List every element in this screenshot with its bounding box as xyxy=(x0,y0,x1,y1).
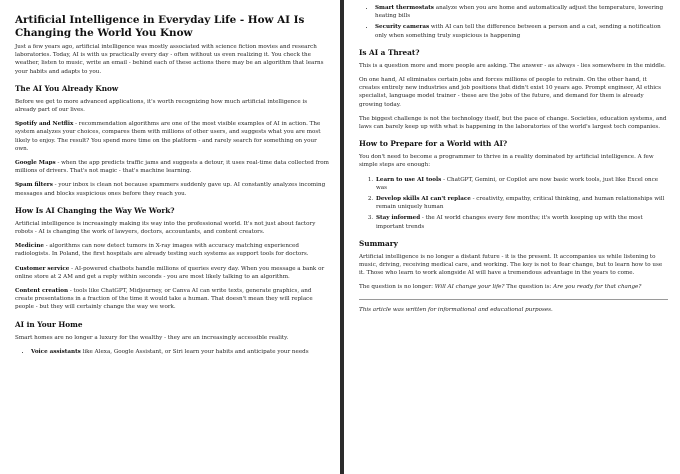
list-item xyxy=(375,214,668,230)
list-item xyxy=(375,176,668,192)
item-text: with AI can tell the difference between a person and a cat, sending a notification only when something truly suspicious is happening xyxy=(375,24,661,39)
right-page xyxy=(344,0,680,474)
footer-note: This article was written for informational and educational purposes. xyxy=(359,306,553,313)
divider xyxy=(359,299,668,300)
definition-paragraph xyxy=(15,159,329,175)
text-segment: The question is: xyxy=(504,284,554,291)
list-item xyxy=(375,23,668,39)
item-text: analyze when you are home and automatically adjust the temperature, lowering heating bills xyxy=(375,5,664,20)
paragraph: Artificial intelligence is increasingly making its way into the professional world. It's not just about factory robots - AI is changing the work of lawyers, doctors, accountants, and content creators. xyxy=(15,220,316,236)
bullet-list xyxy=(359,4,668,40)
text-segment: The question is no longer: xyxy=(359,284,435,291)
paragraph: Artificial intelligence is no longer a distant future - it is the present. It accompanies us while listening to music, driving, receiving medical care, and working. The key is not to fear change, but to learn how to use it. Those who learn to work alongside AI will have a tremendous advantage in the years to come. xyxy=(359,253,663,277)
item-text: - the AI world changes every few months; it's worth keeping up with the most important trends xyxy=(376,215,643,230)
paragraph: On one hand, AI eliminates certain jobs and forces millions of people to retrain. On the other hand, it creates entirely new industries and job positions that didn't exist 10 years ago. Prompt engineer, AI ethics specialist, language model trainer - these are the jobs of the future, and demand for them is already growing today. xyxy=(359,77,661,108)
definition-paragraph xyxy=(15,265,329,281)
term: Customer service xyxy=(15,265,70,272)
definition-text: - recommendation algorithms are one of the most visible examples of AI in action. The system analyzes your choices, compares them with millions of other users, and suggests what you are most likely to enjoy. The result? You spend more time on the platform - and rarely search for something on your own. xyxy=(15,121,321,152)
term: Spotify and Netflix xyxy=(15,121,74,128)
section-heading-work: How Is AI Changing the Way We Work? xyxy=(15,205,175,215)
term: Learn to use AI tools xyxy=(376,176,442,183)
question-one: Will AI change your life? xyxy=(434,284,505,291)
definition-text: - algorithms can now detect tumors in X-ray images with accuracy matching experienced radiologists. In Poland, the first hospitals are already testing such systems as support tools for doctors. xyxy=(15,243,309,258)
bullet-list xyxy=(15,348,329,356)
article-title: Artificial Intelligence in Everyday Life - How AI Is Changing the World You Know xyxy=(15,14,305,39)
term: Content creation xyxy=(15,288,69,295)
paragraph: The biggest challenge is not the technology itself, but the pace of change. Societies, education systems, and laws can barely keep up with what is happening in the laboratories of the world's largest tech companies. xyxy=(359,115,667,131)
list-item xyxy=(375,195,668,211)
definition-paragraph xyxy=(15,287,329,312)
closing-question-paragraph xyxy=(359,283,668,291)
paragraph: This is a question more and more people are asking. The answer - as always - lies somewhere in the middle. xyxy=(359,62,666,69)
term: Security cameras xyxy=(375,24,430,31)
definition-text: - when the app predicts traffic jams and suggests a detour, it uses real-time data collected from millions of drivers. That's not magic - that's machine learning. xyxy=(15,160,329,175)
term: Google Maps xyxy=(15,160,56,167)
term: Stay informed xyxy=(376,215,421,222)
term: Medicine xyxy=(15,243,44,250)
definition-paragraph xyxy=(15,242,329,258)
paragraph: You don't need to become a programmer to thrive in a reality dominated by artificial intelligence. A few simple steps are enough: xyxy=(359,154,654,169)
definition-text: - AI-powered chatbots handle millions of queries every day. When you message a bank or online store at 2 AM and get a reply within seconds - you are most likely talking to an algorithm. xyxy=(15,265,325,280)
term: Voice assistants xyxy=(31,348,81,355)
term: Develop skills AI can't replace xyxy=(376,196,471,203)
term: Smart thermostats xyxy=(375,5,434,11)
definition-paragraph xyxy=(15,181,329,197)
numbered-list xyxy=(359,176,668,231)
section-heading-ai-you-know: The AI You Already Know xyxy=(15,83,119,93)
paragraph: Before we get to more advanced applications, it's worth recognizing how much artificial intelligence is already part of our lives. xyxy=(15,98,308,114)
section-heading-summary: Summary xyxy=(359,238,398,248)
item-text: - creativity, empathy, critical thinking, and human relationships will remain uniquely human xyxy=(376,196,665,211)
paragraph: Smart homes are no longer a luxury for the wealthy - they are an increasingly accessible reality. xyxy=(15,334,289,341)
term: Spam filters xyxy=(15,182,53,189)
definition-text: - tools like ChatGPT, Midjourney, or Canva AI can write texts, generate graphics, and create presentations in a fraction of the time it would take a human. That doesn't mean they will replace people - but they will certainly change the way we work. xyxy=(15,288,313,311)
question-two: Are you ready for that change? xyxy=(553,284,642,291)
item-text: - ChatGPT, Gemini, or Copilot are now basic work tools, just like Excel once was xyxy=(376,176,659,191)
section-heading-prepare: How to Prepare for a World with AI? xyxy=(359,139,508,149)
list-item xyxy=(375,4,668,20)
definition-paragraph xyxy=(15,120,329,153)
section-heading-threat: Is AI a Threat? xyxy=(359,47,420,57)
intro-paragraph: Just a few years ago, artificial intelligence was mostly associated with science fiction movies and research laboratories. Today, AI is with us practically every day - often without us even realizing it. You check the weather, listen to music, write an email - behind each of these actions there may be an algorithm that learns your habits and adapts to you. xyxy=(15,44,324,75)
section-heading-home: AI in Your Home xyxy=(15,319,83,329)
item-text: like Alexa, Google Assistant, or Siri learn your habits and anticipate your needs xyxy=(80,348,309,355)
list-item xyxy=(31,348,329,356)
definition-text: - your inbox is clean not because spammers suddenly gave up. AI constantly analyzes incoming messages and blocks suspicious ones before they reach you. xyxy=(15,182,326,197)
